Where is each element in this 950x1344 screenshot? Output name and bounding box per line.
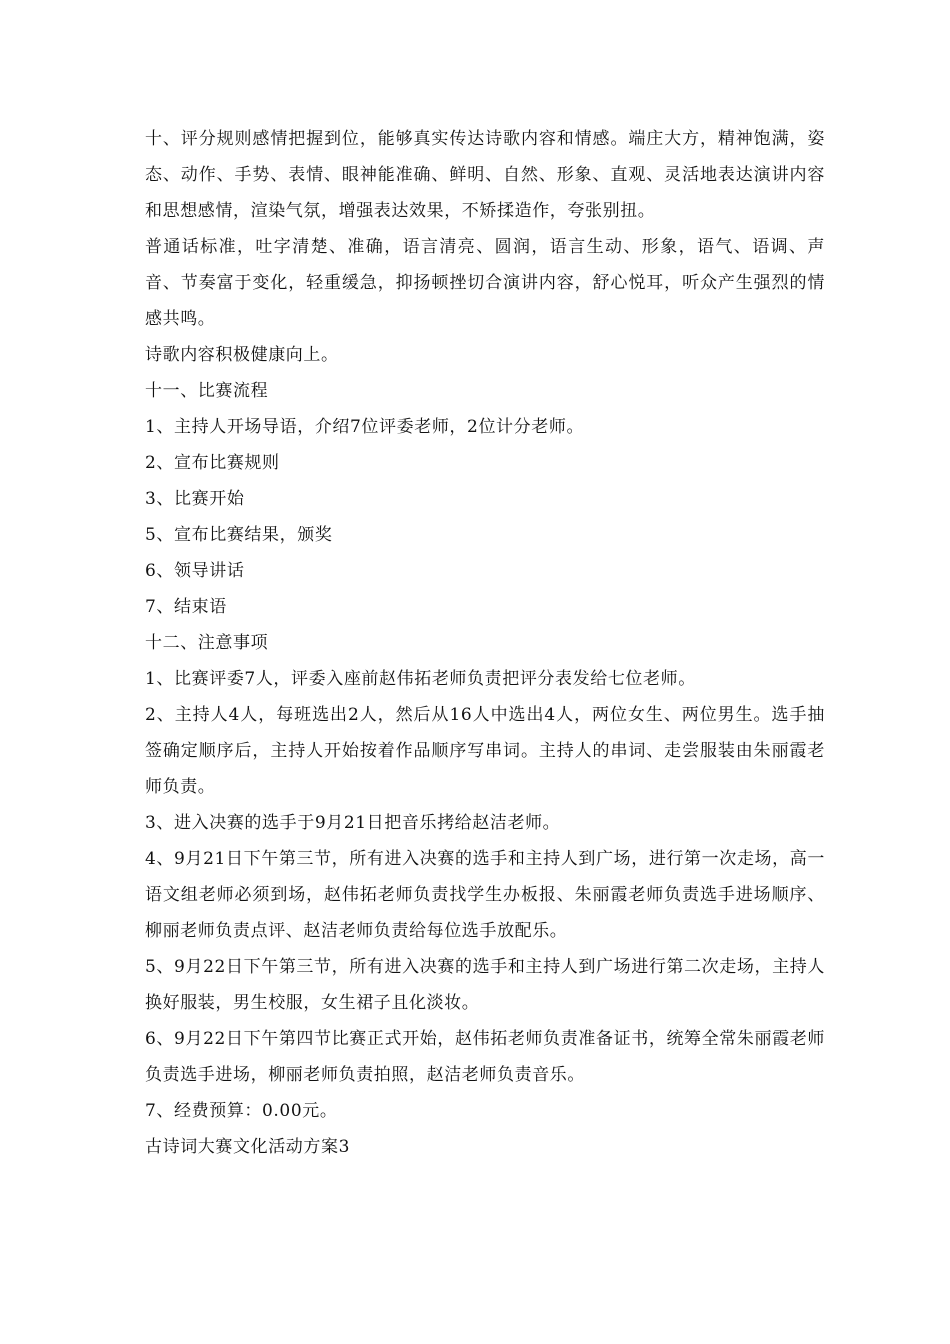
list-item: 3、进入决赛的选手于9月21日把音乐拷给赵洁老师。 — [145, 813, 561, 833]
section-title: 古诗词大赛文化活动方案3 — [145, 1137, 351, 1157]
paragraph-scoring-rules: 十、评分规则感情把握到位，能够真实传达诗歌内容和情感。端庄大方，精神饱满，姿态、动作、手势、表情、眼神能准确、鲜明、自然、形象、直观、灵活地表达演讲内容和思想感情，渲染气氛，增强表达效果，不矫揉造作，夸张别扭。 — [145, 129, 825, 221]
list-item: 7、经费预算：0.00元。 — [145, 1101, 338, 1121]
list-item: 3、比赛开始 — [145, 489, 245, 509]
list-item: 5、宣布比赛结果，颁奖 — [145, 525, 333, 545]
list-item: 7、结束语 — [145, 597, 227, 617]
document-body — [145, 121, 825, 1165]
heading-notes: 十二、注意事项 — [145, 633, 269, 653]
heading-competition-process: 十一、比赛流程 — [145, 381, 269, 401]
list-item: 4、9月21日下午第三节，所有进入决赛的选手和主持人到广场，进行第一次走场，高一语文组老师必须到场，赵伟拓老师负责找学生办板报、朱丽霞老师负责选手进场顺序、柳丽老师负责点评、赵洁老师负责给每位选手放配乐。 — [145, 849, 825, 941]
paragraph-mandarin-standard: 普通话标准，吐字清楚、准确，语言清亮、圆润，语言生动、形象，语气、语调、声音、节奏富于变化，轻重缓急，抑扬顿挫切合演讲内容，舒心悦耳，听众产生强烈的情感共鸣。 — [145, 237, 825, 329]
list-item: 6、9月22日下午第四节比赛正式开始，赵伟拓老师负责准备证书，统筹全常朱丽霞老师负责选手进场，柳丽老师负责拍照，赵洁老师负责音乐。 — [145, 1029, 825, 1085]
list-item: 5、9月22日下午第三节，所有进入决赛的选手和主持人到广场进行第二次走场，主持人换好服装，男生校服，女生裙子且化淡妆。 — [145, 957, 825, 1013]
paragraph-content-positive: 诗歌内容积极健康向上。 — [145, 345, 339, 365]
list-item: 6、领导讲话 — [145, 561, 245, 581]
list-item: 2、主持人4人，每班选出2人，然后从16人中选出4人，两位女生、两位男生。选手抽签确定顺序后，主持人开始按着作品顺序写串词。主持人的串词、走尝服装由朱丽霞老师负责。 — [145, 705, 825, 797]
list-item: 1、主持人开场导语，介绍7位评委老师，2位计分老师。 — [145, 417, 585, 437]
list-item: 1、比赛评委7人，评委入座前赵伟拓老师负责把评分表发给七位老师。 — [145, 669, 696, 689]
list-item: 2、宣布比赛规则 — [145, 453, 280, 473]
